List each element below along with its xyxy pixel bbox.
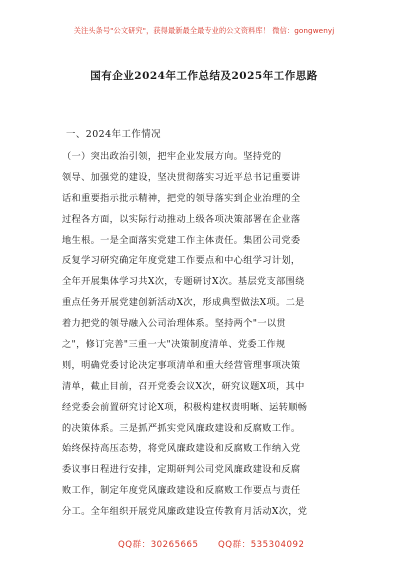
body-line: 则，明确党委讨论决定事项清单和重大经营管理事项决策 [62,359,301,371]
body-line: 经党委会前置研究讨论X项，积极构建权责明晰、运转顺畅 [62,401,308,413]
document-title: 国有企业2024年工作总结及2025年工作思路 [90,70,318,82]
body-line: （一）突出政治引领，把牢企业发展方向。坚持党的 [62,151,282,162]
body-line: 重点任务开展党建创新活动X次，形成典型做法X项。二是 [62,297,305,309]
body-line: 反复学习研究确定年度党建工作要点和中心组学习计划， [62,255,301,267]
body-line: 委议事日程进行安排，定期研判公司党风廉政建设和反腐 [62,464,301,476]
footer-qq-group-1: QQ群：30265665 [118,540,199,550]
body-line: 全年开展集体学习共X次，专题研讨X次。基层党支部围绕 [62,276,305,288]
body-line: 始终保持高压态势，将党风廉政建设和反腐败工作纳入党 [62,443,301,455]
body-line: 过程各方面，以实际行动推动上级各项决策部署在企业落 [62,213,301,225]
footer-qq-group-2: QQ群：535304092 [218,540,305,550]
body-text [62,147,350,523]
header-promo-note: 关注头条号"公文研究"，获得最新最全最专业的公文资料库！ 微信：gongwenyj [73,26,335,35]
body-line: 话和重要指示批示精神，把党的领导落实到企业治理的全 [62,192,301,204]
body-line: 清单，截止目前，召开党委会议X次，研究议题X项，其中 [62,380,305,392]
body-line: 地生根。一是全面落实党建工作主体责任。集团公司党委 [62,234,301,246]
section-heading: 一、2024年工作情况 [66,129,161,140]
body-line: 之"，修订完善"三重一大"决策制度清单、党委工作规 [62,339,286,351]
body-line: 败工作，制定年度党风廉政建设和反腐败工作要点与责任 [62,485,301,497]
body-line: 着力把党的领导融入公司治理体系。坚持两个"一以贯 [62,318,286,330]
body-line: 的决策体系。三是抓严抓实党风廉政建设和反腐败工作。 [62,422,301,434]
body-line: 领导、加强党的建设，坚决贯彻落实习近平总书记重要讲 [62,171,301,183]
body-line: 分工。全年组织开展党风廉政建设宣传教育月活动X次，党 [62,506,308,518]
